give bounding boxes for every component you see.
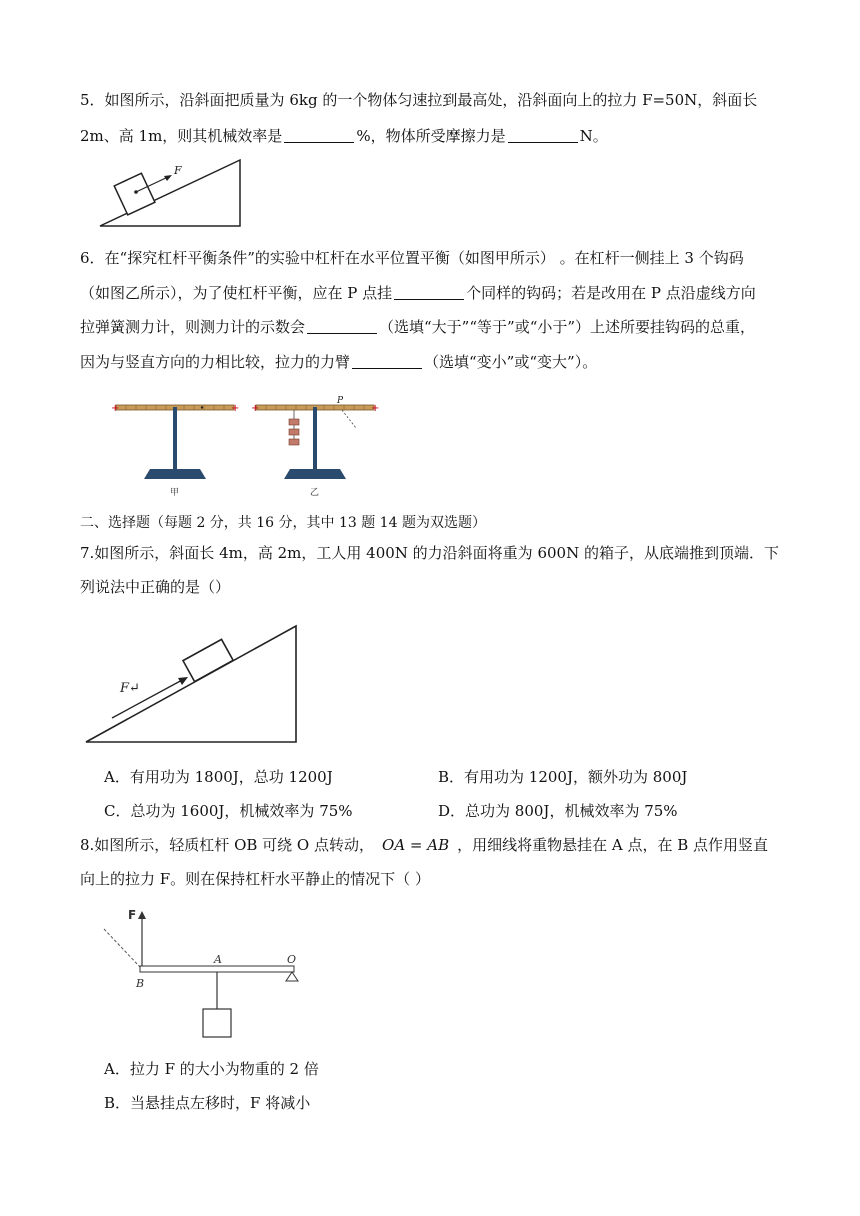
q6-fig-P-label: P (337, 396, 344, 406)
q7-line2: 列说法中正确的是（） (80, 578, 231, 596)
q5-fig-F-label: F (174, 164, 182, 177)
q7-option-c[interactable]: C．总功为 1600J，机械效率为 75% (104, 802, 353, 820)
q8-text-1a: 8.如图所示，轻质杠杆 OB 可绕 O 点转动， (80, 836, 375, 854)
q8-line1 (80, 835, 768, 855)
q8-fig-B-label: B (136, 977, 145, 990)
q5-text-a: 2m、高 1m，则其机械效率是 (80, 127, 283, 145)
q8-text-1b: ，用细线将重物悬挂在 A 点，在 B 点作用竖直 (457, 836, 769, 854)
q6-text-3b: （选填“大于”“等于”或“小于”）上述所要挂钩码的总重， (379, 318, 756, 336)
q6-line2 (80, 283, 756, 303)
q8-fig-A-label: A (214, 953, 222, 966)
q6-line1: 6．在“探究杠杆平衡条件”的实验中杠杆在水平位置平衡（如图甲所示） 。在杠杆一侧挂上 3 个钩码 (80, 249, 744, 267)
q5-blank-friction[interactable] (508, 128, 578, 143)
q7-fig-F-label: F↵ (120, 681, 140, 696)
q7-option-a[interactable]: A．有用功为 1800J，总功 1200J (104, 768, 333, 786)
q5-line1: 5．如图所示，沿斜面把质量为 6kg 的一个物体匀速拉到最高处，沿斜面向上的拉力 F=50N，斜面长 (80, 91, 758, 109)
q6-text-2b: 个同样的钩码；若是改用在 P 点沿虚线方向 (466, 284, 756, 302)
q6-line4 (80, 352, 597, 372)
section2-heading: 二、选择题（每题 2 分，共 16 分，其中 13 题 14 题为双选题） (80, 515, 486, 531)
svg-text:+: + (231, 403, 240, 414)
q5-line2 (80, 126, 608, 146)
q6-text-2a: （如图乙所示），为了使杠杆平衡，应在 P 点挂 (80, 284, 393, 302)
q5-text-b: %，物体所受摩擦力是 (356, 127, 506, 145)
q6-lever-figure-jia (110, 395, 240, 500)
q6-blank-arm[interactable] (352, 354, 422, 369)
q6-text-4b: （选填“变小”或“变大”）。 (424, 353, 598, 371)
svg-text:+: + (371, 403, 380, 414)
q7-incline-figure (84, 622, 304, 747)
svg-text:+: + (111, 403, 120, 414)
q8-option-b[interactable]: B．当悬挂点左移时，F 将减小 (104, 1094, 311, 1112)
q8-lever-figure (100, 905, 310, 1045)
q5-incline-figure (100, 150, 245, 230)
q7-option-d[interactable]: D．总功为 800J，机械效率为 75% (438, 802, 678, 820)
q8-line2: 向上的拉力 F。则在保持杠杆水平静止的情况下（ ） (80, 870, 430, 888)
q6-line3 (80, 317, 755, 337)
q8-option-a[interactable]: A．拉力 F 的大小为物重的 2 倍 (104, 1060, 319, 1078)
q6-blank-compare[interactable] (307, 319, 377, 334)
svg-text:+: + (251, 403, 260, 414)
q6-lever-figure-yi (250, 395, 385, 500)
q8-math-oa-ab: OA = AB (382, 836, 450, 854)
q8-fig-O-label: O (287, 953, 297, 966)
q6-fig-jia-label: 甲 (170, 488, 180, 498)
q8-fig-F-label: F (128, 908, 137, 922)
q5-blank-efficiency[interactable] (284, 128, 354, 143)
q6-blank-count[interactable] (394, 285, 464, 300)
q5-text-c: N。 (579, 127, 608, 145)
q7-line1: 7.如图所示，斜面长 4m，高 2m，工人用 400N 的力沿斜面将重为 600N 的箱子，从底端推到顶端．下 (80, 544, 779, 562)
q6-text-3a: 拉弹簧测力计，则测力计的示数会 (80, 318, 306, 336)
q6-text-4a: 因为与竖直方向的力相比较，拉力的力臂 (80, 353, 351, 371)
q7-option-b[interactable]: B．有用功为 1200J，额外功为 800J (438, 768, 688, 786)
q6-fig-yi-label: 乙 (310, 488, 320, 498)
